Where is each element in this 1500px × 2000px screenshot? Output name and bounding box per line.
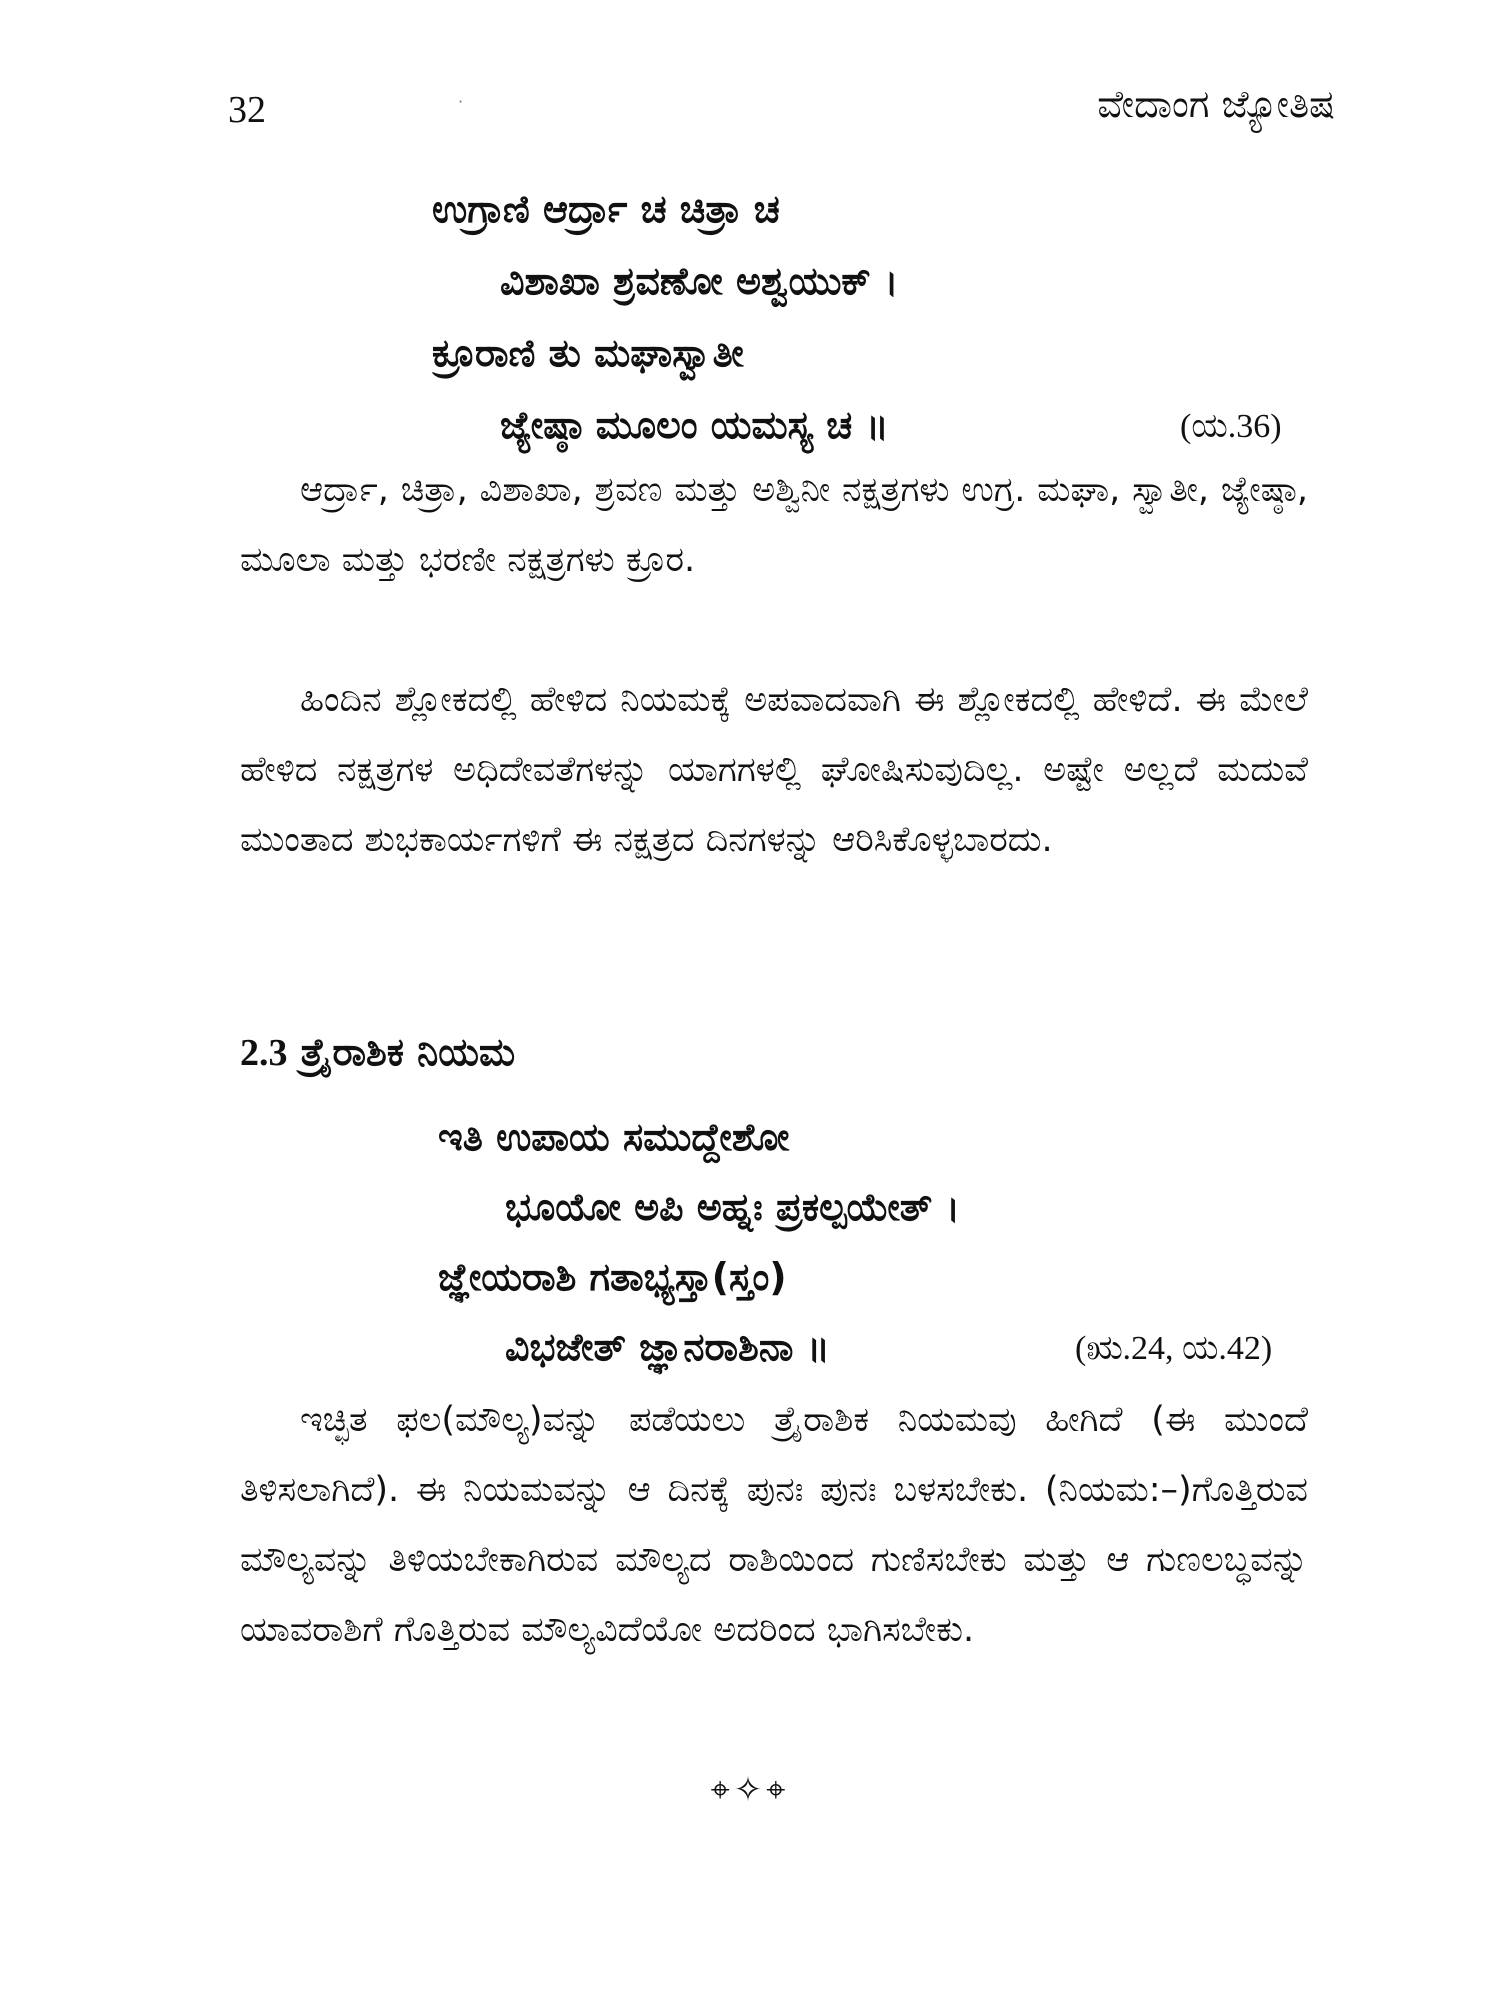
verse-line: ಜ್ಞೇಯರಾಶಿ ಗತಾಭ್ಯಸ್ತಾ(ಸ್ತಂ): [438, 1255, 787, 1299]
section-title: ತ್ರೈರಾಶಿಕ ನಿಯಮ: [300, 1030, 516, 1074]
verse-line: ಇತಿ ಉಪಾಯ ಸಮುದ್ದೇಶೋ: [438, 1115, 790, 1159]
verse-line: ಉಗ್ರಾಣಿ ಆರ್ದ್ರಾ ಚ ಚಿತ್ರಾ ಚ: [432, 187, 780, 231]
print-speck: ·: [458, 92, 464, 111]
section-heading: [240, 1030, 515, 1075]
verse-line: ವಿಭಜೇತ್ ಜ್ಞಾನರಾಶಿನಾ ॥: [505, 1325, 830, 1369]
page-number: 32: [228, 89, 266, 131]
verse-line: ಕ್ರೂರಾಣಿ ತು ಮಘಾಸ್ವಾತೀ: [432, 331, 744, 375]
verse-line: ವಿಶಾಖಾ ಶ್ರವಣೋ ಅಶ್ವಯುಕ್ ।: [500, 259, 899, 303]
paragraph: ಆರ್ದ್ರಾ, ಚಿತ್ರಾ, ವಿಶಾಖಾ, ಶ್ರವಣ ಮತ್ತು ಅಶ್ವಿನೀ ನಕ್ಷತ್ರಗಳು ಉಗ್ರ. ಮಘಾ, ಸ್ವಾತೀ, ಜ್ಯೇಷ್ಠಾ, ಮೂಲಾ ಮತ್ತು ಭರಣೀ ನಕ್ಷತ್ರಗಳು ಕ್ರೂರ.: [240, 470, 1308, 580]
section-number: 2.3: [240, 1032, 288, 1074]
verse-reference: (ಋ.24, ಯ.42): [1075, 1330, 1273, 1367]
verse-line: ಭೂಯೋ ಅಪಿ ಅಹ್ನಃ ಪ್ರಕಲ್ಪಯೇತ್ ।: [505, 1185, 960, 1229]
verse-reference: (ಯ.36): [1180, 408, 1282, 445]
paragraph: ಇಚ್ಛಿತ ಫಲ(ಮೌಲ್ಯ)ವನ್ನು ಪಡೆಯಲು ತ್ರೈರಾಶಿಕ ನಿಯಮವು ಹೀಗಿದೆ (ಈ ಮುಂದೆ ತಿಳಿಸಲಾಗಿದೆ). ಈ ನಿಯಮವನ್ನು ಆ ದಿನಕ್ಕೆ ಪುನಃ ಪುನಃ ಬಳಸಬೇಕು. (ನಿಯಮ:–)ಗೊತ್ತಿರುವ ಮೌಲ್ಯವನ್ನು ತಿಳಿಯಬೇಕಾಗಿರುವ ಮೌಲ್ಯದ ರಾಶಿಯಿಂದ ಗುಣಿಸಬೇಕು ಮತ್ತು ಆ ಗುಣಲಬ್ಧವನ್ನು ಯಾವರಾಶಿಗೆ ಗೊತ್ತಿರುವ ಮೌಲ್ಯವಿದೆಯೋ ಅದರಿಂದ ಭಾಗಿಸಬೇಕು.: [240, 1400, 1308, 1650]
paragraph: ಹಿಂದಿನ ಶ್ಲೋಕದಲ್ಲಿ ಹೇಳಿದ ನಿಯಮಕ್ಕೆ ಅಪವಾದವಾಗಿ ಈ ಶ್ಲೋಕದಲ್ಲಿ ಹೇಳಿದೆ. ಈ ಮೇಲೆ ಹೇಳಿದ ನಕ್ಷತ್ರಗಳ ಅಧಿದೇವತೆಗಳನ್ನು ಯಾಗಗಳಲ್ಲಿ ಘೋಷಿಸುವುದಿಲ್ಲ. ಅಷ್ಟೇ ಅಲ್ಲದೆ ಮದುವೆ ಮುಂತಾದ ಶುಭಕಾರ್ಯಗಳಿಗೆ ಈ ನಕ್ಷತ್ರದ ದಿನಗಳನ್ನು ಆರಿಸಿಕೊಳ್ಳಬಾರದು.: [240, 680, 1308, 860]
verse-line: ಜ್ಯೇಷ್ಠಾ ಮೂಲಂ ಯಮಸ್ಯ ಚ ॥: [500, 403, 889, 447]
running-head: ವೇದಾಂಗ ಜ್ಯೋತಿಷ: [1097, 82, 1335, 126]
section-end-ornament: ⌖✧⌖: [710, 1770, 790, 1810]
